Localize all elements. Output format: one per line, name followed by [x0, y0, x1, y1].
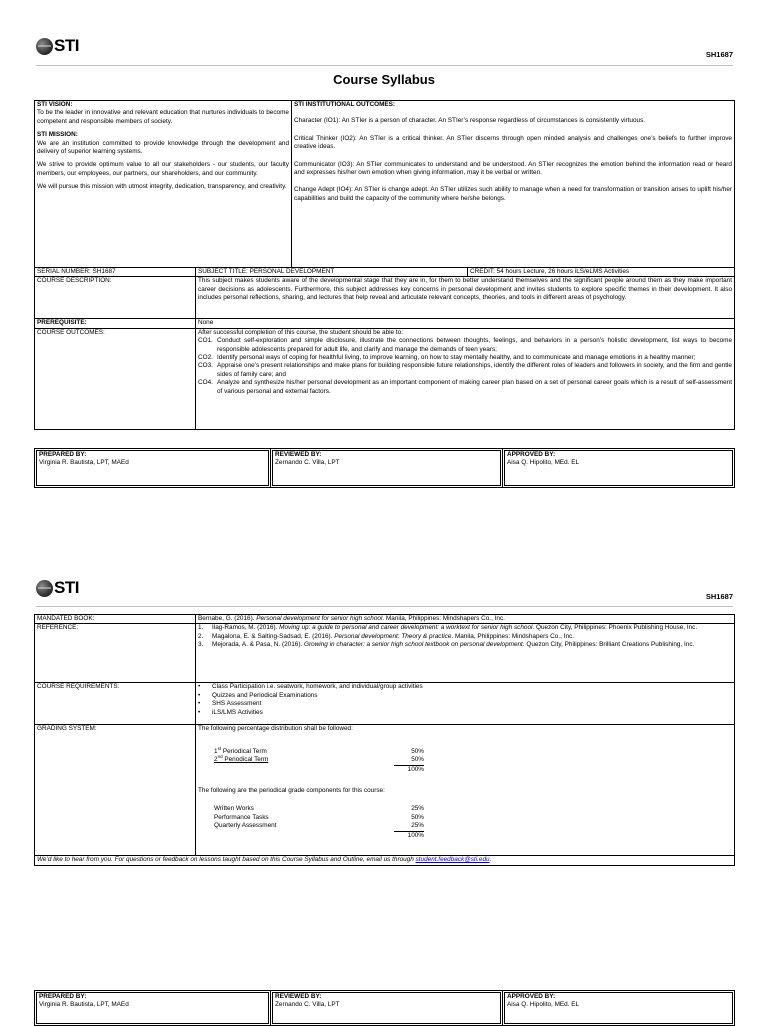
grading-system-label: GRADING SYSTEM:: [35, 725, 196, 856]
mission-p1: We are an institution committed to provide knowledge through the development and delivery of superior learning systems.: [37, 139, 289, 156]
list-item: • Quizzes and Periodical Examinations: [198, 691, 318, 699]
approved-by-cell: APPROVED BY: Aisa Q. Hipolito, MEd. EL: [503, 449, 735, 488]
list-item: • SHS Assessment: [198, 700, 262, 708]
outcome-io4: Change Adept (IO4): An STIer is change adept. An STIer utilizes such ability to manage when a need for transformation or transition arises to uplift his/her capabilities and build the capacity of the community where he/she belongs.: [294, 186, 732, 202]
grading-row: Quarterly Assessment 25%: [214, 822, 424, 831]
page-title: Course Syllabus: [333, 72, 435, 87]
prepared-by-name: Virginia R. Bautista, LPT, MAEd: [39, 459, 129, 467]
list-item: 1. Ilag-Ramos, M. (2016). Moving up: a guide to personal and career development: a worktext for senior high school. Quezon City, Philippines: Phoenix Publishing House, Inc.: [198, 624, 698, 632]
globe-icon: [36, 38, 53, 55]
grading-intro-1: The following percentage distribution shall be followed:: [198, 725, 353, 733]
course-outcomes-intro: After successful completion of this course, the student should be able to:: [198, 328, 403, 336]
grading-row: Performance Tasks 50%: [214, 813, 424, 821]
reference-label: REFERENCE:: [35, 624, 196, 683]
reference-list: [196, 624, 735, 683]
grading-total: 100%: [407, 765, 424, 773]
approved-by-cell: APPROVED BY: Aisa Q. Hipolito, MEd. EL: [503, 991, 735, 1026]
mandated-book-value: Bernabe, G. (2016). Personal development for senior high school. Manila, Philippines: Mindshapers Co., Inc.: [196, 615, 735, 624]
institutional-outcomes-cell: [292, 101, 735, 268]
grading-row: 2nd Periodical Term 50%: [214, 756, 424, 765]
sti-logo: STI: [36, 578, 79, 598]
mission-label: STI MISSION:: [37, 131, 78, 139]
grading-row: Written Works 25%: [214, 805, 424, 813]
course-description-label: COURSE DESCRIPTION:: [35, 277, 196, 319]
approved-by-name: Aisa Q. Hipolito, MEd. EL: [507, 1001, 580, 1009]
prepared-by-name: Virginia R. Bautista, LPT, MAEd: [39, 1001, 129, 1009]
serial-number-cell: SERIAL NUMBER: SH1687: [35, 268, 196, 277]
subject-title-cell: SUBJECT TITLE: PERSONAL DEVELOPMENT: [196, 268, 468, 277]
prepared-by-cell: PREPARED BY: Virginia R. Bautista, LPT, MAEd: [35, 449, 271, 488]
course-outcome-item: CO2. Identify personal ways of coping for healthful living, to improve learning, on how to stay mentally healthy, and to communicate and manage emotions in a healthy manner;: [198, 354, 696, 362]
vision-label: STI VISION:: [37, 101, 73, 108]
credit-cell: CREDIT: 54 hours Lecture, 26 hours iLS/eLMS Activities: [468, 268, 735, 277]
grading-intro-2: The following are the periodical grade components for this course:: [198, 787, 385, 795]
document-code: SH1687: [705, 50, 733, 59]
grading-system-cell: [196, 725, 735, 856]
reviewed-by-name: Zernando C. Villa, LPT: [275, 1001, 340, 1009]
feedback-note: We’d like to hear from you. For questions or feedback on lessons taught based on this Course Syllabus and Outline, email us through student.feedback@sti.edu.: [35, 856, 735, 865]
globe-icon: [36, 580, 53, 597]
course-outcomes-label: COURSE OUTCOMES:: [35, 328, 196, 429]
syllabus-table: [34, 100, 735, 430]
signature-block-1: [34, 448, 735, 488]
vision-text: To be the leader in innovative and relevant education that nurtures individuals to become competent and responsible members of society.: [37, 109, 289, 125]
course-outcomes-cell: [196, 328, 735, 429]
list-item: 2. Magalona, E. & Salting-Sadsad, E. (2016). Personal development: Theory & practice. Manila, Philippines: Mindshapers Co., Inc.: [198, 632, 574, 640]
list-item: • Class Participation i.e. seatwork, homework, and individual/group activities: [198, 683, 423, 691]
reviewed-by-cell: REVIEWED BY: Zernando C. Villa, LPT: [271, 991, 503, 1026]
list-item: 3. Mejorada, A. & Pasa, N. (2016). Growing in character: a senior high school textbook on personal development. Quezon City, Philippines: Brilliant Creations Publishing, Inc.: [198, 641, 695, 649]
mission-p2: We strive to provide optimum value to all our stakeholders - our students, our faculty members, our employees, our partners, our shareholders, and our community.: [37, 161, 289, 177]
approved-by-name: Aisa Q. Hipolito, MEd. EL: [507, 459, 580, 467]
prerequisite-label: PREREQUISITE:: [35, 319, 196, 328]
prepared-by-cell: PREPARED BY: Virginia R. Bautista, LPT, MAEd: [35, 991, 271, 1026]
vision-mission-cell: [35, 101, 292, 268]
mission-p3: We will pursue this mission with utmost integrity, dedication, transparency, and creativity.: [37, 183, 287, 191]
outcome-io1: Character (IO1): An STIer is a person of character. An STIer’s response regardless of circumstances is consistently virtuous.: [294, 117, 646, 125]
course-description-text: This subject makes students aware of the developmental stage that they are in, for them to better understand themselves and the significant people around them as they make important career decisions as adolescents. Furthermore, this subject addresses key concerns in personal development and invites students to explore specific themes in their development. It also includes personal reflections, sharing, and lectures that help reveal and articulate relevant concepts, theories, and tools in different areas of psychology.: [196, 277, 735, 319]
outcomes-label: STI INSTITUTIONAL OUTCOMES:: [294, 101, 396, 108]
mandated-book-label: MANDATED BOOK:: [35, 615, 196, 624]
header-rule: [36, 606, 733, 607]
grading-row: 1st Periodical Term 50%: [214, 745, 424, 755]
course-outcome-item: CO1. Conduct self-exploration and simple disclosure, illustrate the connections between thoughts, feelings, and behaviors in a person’s holistic development, list ways to become responsible adolescents prepared for adult life, and clarify and manage the demands of teen years;: [198, 337, 732, 353]
feedback-email-link[interactable]: student.feedback@sti.edu: [415, 856, 490, 864]
course-outcome-item: CO3. Appraise one’s present relationships and make plans for building responsible future relationships, identify the different roles of leaders and followers in society, and the firm and gentle sides of family care; and: [198, 362, 732, 378]
outcome-io2: Critical Thinker (IO2): An STIer is a critical thinker. An STIer discerns through open minded analysis and challenges one’s beliefs to further improve creative ideas.: [294, 134, 732, 151]
course-requirements-list: [196, 683, 735, 725]
prerequisite-value: None: [196, 319, 735, 328]
reviewed-by-name: Zernando C. Villa, LPT: [275, 459, 340, 467]
sti-logo: STI: [36, 36, 79, 56]
reviewed-by-cell: REVIEWED BY: Zernando C. Villa, LPT: [271, 449, 503, 488]
syllabus-table-2: [34, 614, 735, 866]
course-outcome-item: CO4. Analyze and synthesize his/her personal development as an important component of making career plan based on a set of personal career goals which is a result of self-assessment of various personal and external factors.: [198, 379, 732, 395]
signature-block-2: [34, 990, 735, 1026]
outcome-io3: Communicator (IO3): An STIer communicates to understand and be understood. An STIer recognizes the emotion behind the information read or heard and expresses his/her own emotion when giving information, may it be verbal or written.: [294, 160, 732, 177]
list-item: • iLS/LMS Activities: [198, 708, 263, 716]
grading-total: 100%: [407, 831, 424, 839]
course-requirements-label: COURSE REQUIREMENTS:: [35, 683, 196, 725]
header-rule: [36, 65, 733, 66]
document-code: SH1687: [705, 592, 733, 601]
